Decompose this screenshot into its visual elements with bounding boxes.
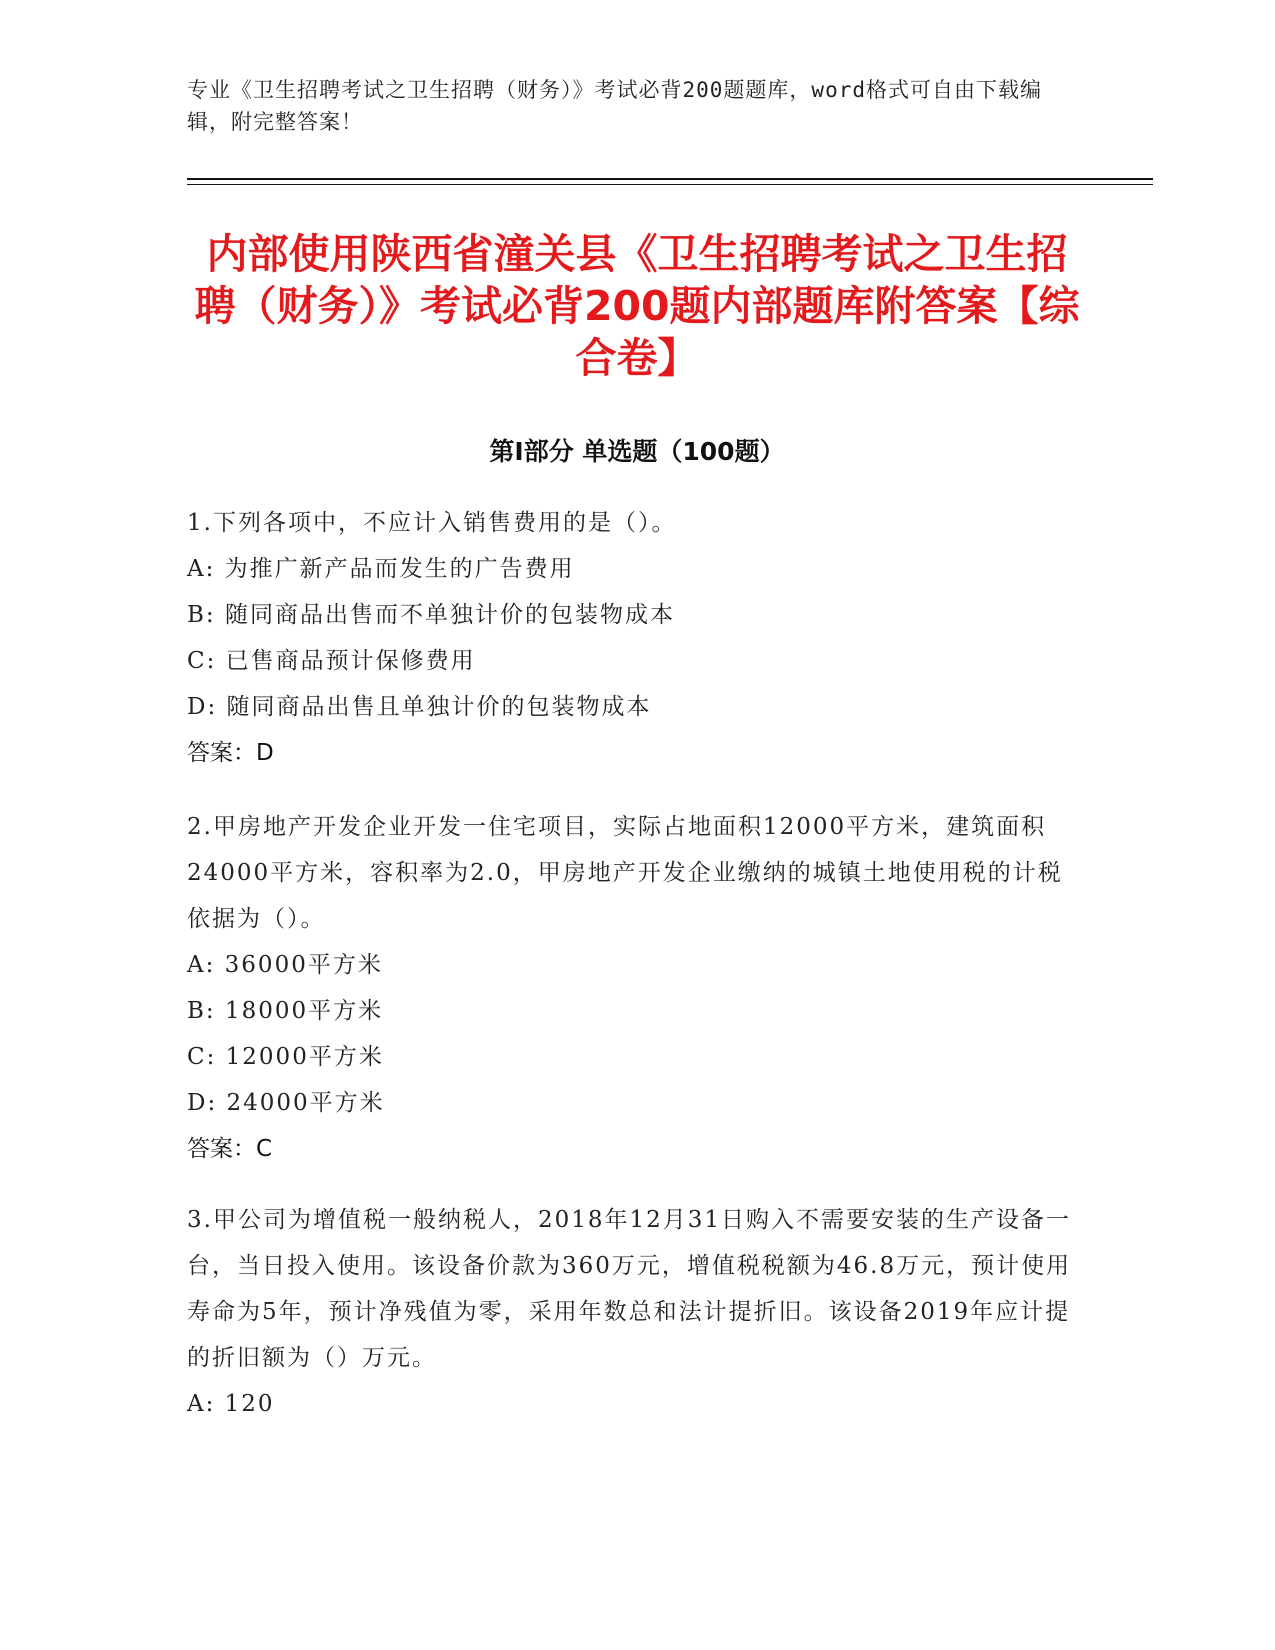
header-rule-thick (187, 178, 1153, 180)
question-stem: 1.下列各项中，不应计入销售费用的是（）。 (187, 510, 677, 536)
option-a: A: 120 (187, 1391, 275, 1417)
answer: 答案：C (187, 1136, 273, 1162)
answer: 答案：D (187, 740, 274, 766)
option-a: A: 36000平方米 (187, 952, 383, 978)
header-note: 专业《卫生招聘考试之卫生招聘（财务）》考试必背200题题库，word格式可自由下载编辑，附完整答案！ (187, 78, 1042, 134)
question-3 (187, 1197, 1087, 1427)
document-title: 内部使用陕西省潼关县《卫生招聘考试之卫生招聘（财务）》考试必背200题内部题库附答案【综合卷】 (194, 230, 1080, 382)
question-1 (187, 500, 1087, 776)
header-rule-thin (187, 184, 1153, 185)
option-c: C: 已售商品预计保修费用 (187, 648, 476, 674)
option-c: C: 12000平方米 (187, 1044, 384, 1070)
option-b: B: 随同商品出售而不单独计价的包装物成本 (187, 602, 675, 628)
option-d: D: 24000平方米 (187, 1090, 385, 1116)
question-stem: 3.甲公司为增值税一般纳税人，2018年12月31日购入不需要安装的生产设备一台，当日投入使用。该设备价款为360万元，增值税税额为46.8万元，预计使用寿命为5年，预计净残值为零，采用年数总和法计提折旧。该设备2019年应计提的折旧额为（）万元。 (187, 1207, 1072, 1371)
option-a: A: 为推广新产品而发生的广告费用 (187, 556, 575, 582)
question-stem: 2.甲房地产开发企业开发一住宅项目，实际占地面积12000平方米，建筑面积24000平方米，容积率为2.0，甲房地产开发企业缴纳的城镇土地使用税的计税依据为（）。 (187, 814, 1063, 932)
section-heading: 第I部分 单选题（100题） (489, 437, 785, 466)
option-d: D: 随同商品出售且单独计价的包装物成本 (187, 694, 652, 720)
question-2 (187, 804, 1087, 1172)
option-b: B: 18000平方米 (187, 998, 384, 1024)
